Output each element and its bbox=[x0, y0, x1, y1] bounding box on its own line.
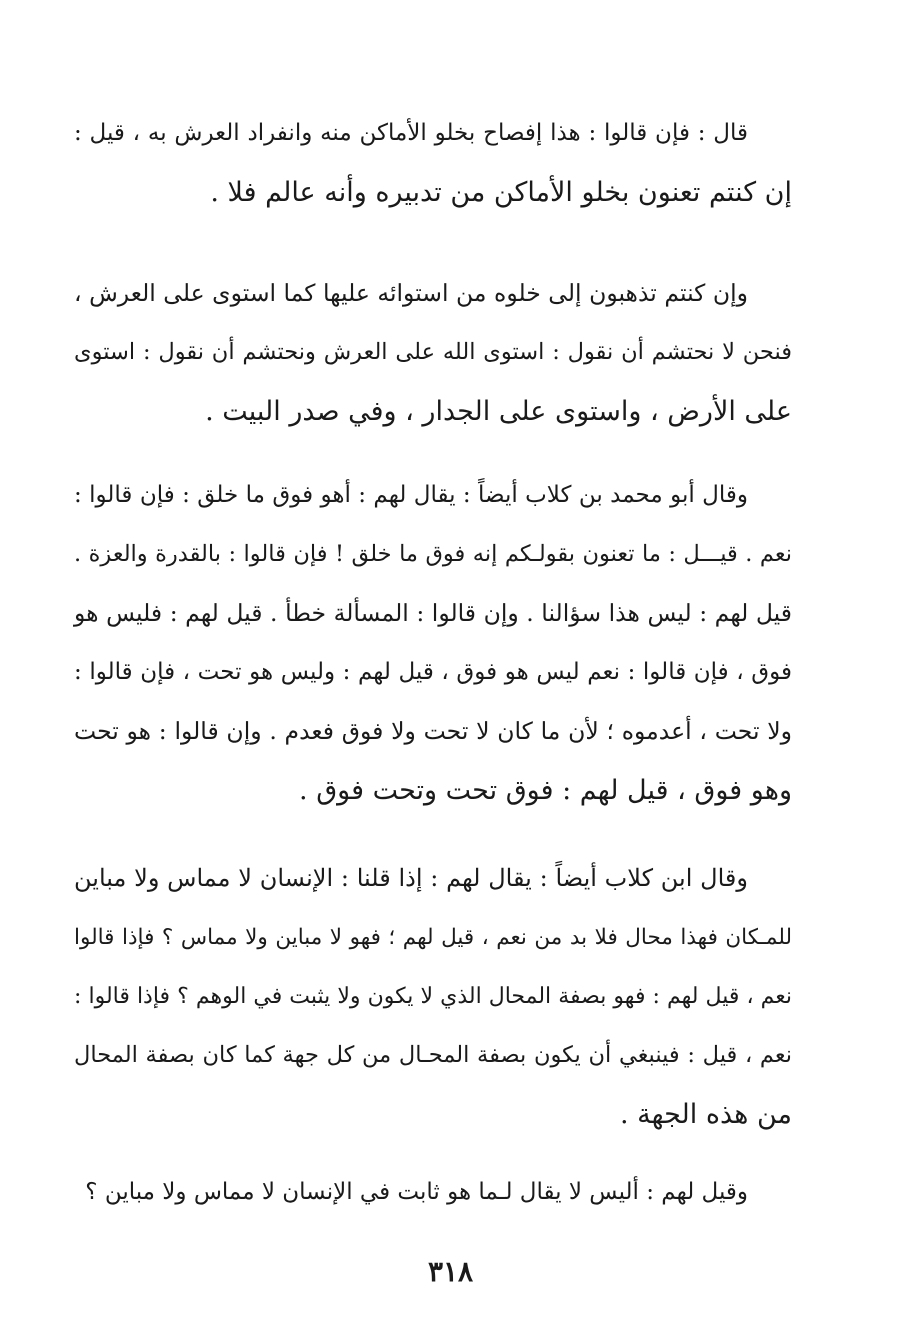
page-number: ٣١٨ bbox=[427, 1255, 474, 1288]
text-line: وقال ابن كلاب أيضاً : يقال لهم : إذا قلنا : الإنسان لا مماس ولا مباين bbox=[74, 864, 748, 892]
text-line: وإن كنتم تذهبون إلى خلوه من استوائه عليها كما استوى على العرش ، bbox=[74, 279, 748, 307]
text-line: وقيل لهم : أليس لا يقال لـما هو ثابت في الإنسان لا مماس ولا مباين ؟ bbox=[85, 1179, 748, 1205]
text-line: وهو فوق ، قيل لهم : فوق تحت وتحت فوق . bbox=[299, 775, 792, 806]
text-line: ولا تحت ، أعدموه ؛ لأن ما كان لا تحت ولا فوق فعدم . وإن قالوا : هو تحت bbox=[74, 717, 792, 745]
text-line: نعم ، قيل لهم : فهو بصفة المحال الذي لا يكون ولا يثبت في الوهم ؟ فإذا قالوا : bbox=[74, 984, 792, 1009]
paragraph-1 bbox=[74, 104, 792, 222]
text-line: من هذه الجهة . bbox=[620, 1099, 792, 1130]
text-line: على الأرض ، واستوى على الجدار ، وفي صدر البيت . bbox=[205, 396, 792, 427]
text-line: قال : فإن قالوا : هذا إفصاح بخلو الأماكن منه وانفراد العرش به ، قيل : bbox=[74, 120, 748, 146]
text-line: وقال أبو محمد بن كلاب أيضاً : يقال لهم : أهو فوق ما خلق : فإن قالوا : bbox=[74, 482, 748, 508]
paragraph-3 bbox=[74, 466, 792, 820]
text-line: فنحن لا نحتشم أن نقول : استوى الله على العرش ونحتشم أن نقول : استوى bbox=[74, 339, 792, 365]
text-line: فوق ، فإن قالوا : نعم ليس هو فوق ، قيل لهم : وليس هو تحت ، فإن قالوا : bbox=[74, 659, 792, 685]
paragraph-5 bbox=[74, 1163, 792, 1222]
paragraph-2 bbox=[74, 264, 792, 441]
text-line: نعم . قيـــل : ما تعنون بقولـكم إنه فوق ما خلق ! فإن قالوا : بالقدرة والعزة . bbox=[74, 541, 792, 567]
text-line: قيل لهم : ليس هذا سؤالنا . وإن قالوا : المسألة خطأ . قيل لهم : فليس هو bbox=[74, 599, 792, 627]
text-line: للمـكان فهذا محال فلا بد من نعم ، قيل لهم ؛ فهو لا مباين ولا مماس ؟ فإذا قالوا bbox=[74, 925, 792, 950]
text-line: إن كنتم تعنون بخلو الأماكن من تدبيره وأنه عالم فلا . bbox=[210, 177, 792, 208]
text-line: نعم ، قيل : فينبغي أن يكون بصفة المحـال من كل جهة كما كان بصفة المحال bbox=[74, 1042, 792, 1068]
paragraph-4 bbox=[74, 849, 792, 1144]
